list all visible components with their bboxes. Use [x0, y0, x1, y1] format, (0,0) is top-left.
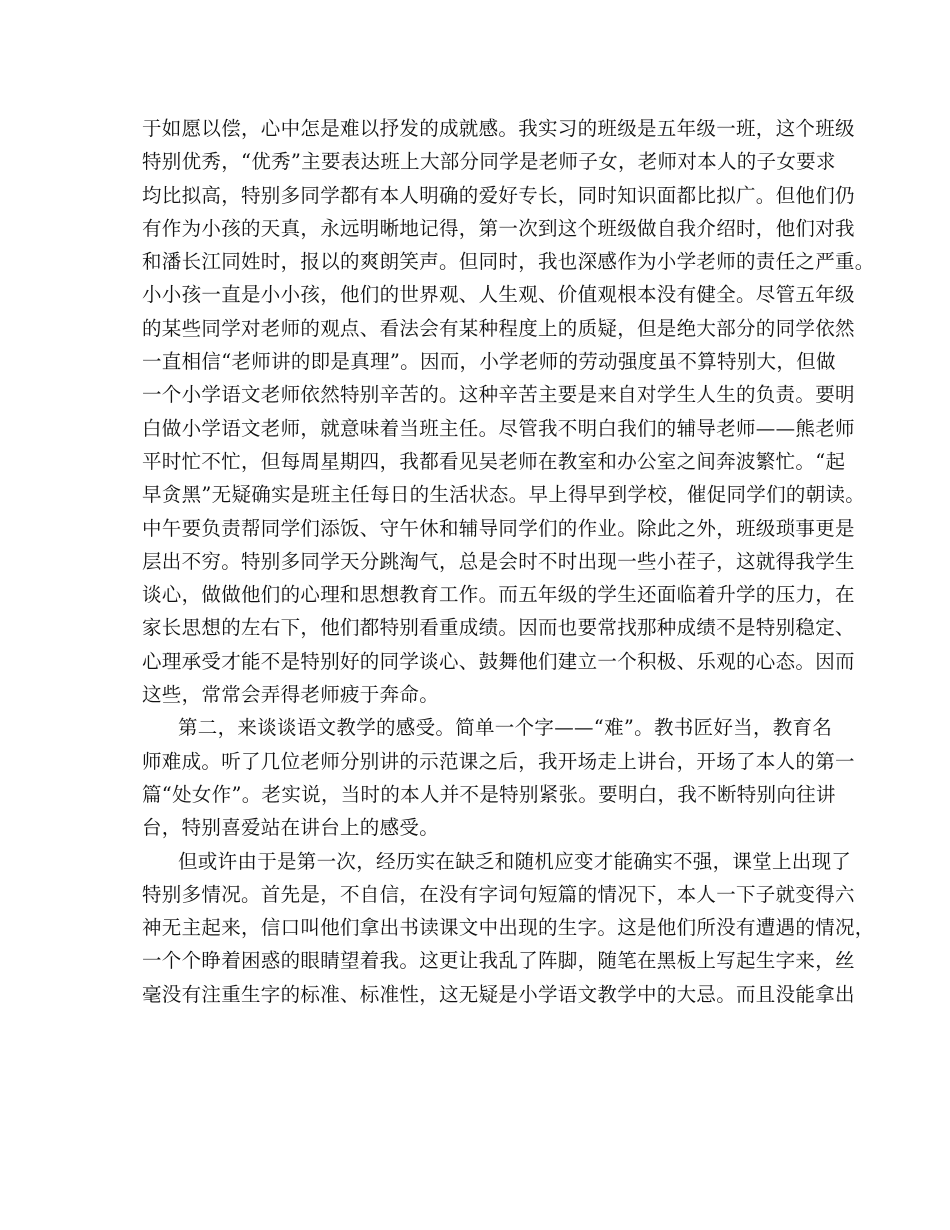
text-line: 心理承受才能不是特别好的同学谈心、鼓舞他们建立一个积极、乐观的心态。因而: [142, 649, 855, 673]
text-line: 小小孩一直是小小孩，他们的世界观、人生观、价值观根本没有健全。尽管五年级: [142, 283, 855, 307]
text-line: 谈心，做做他们的心理和思想教育工作。而五年级的学生还面临着升学的压力，在: [142, 583, 855, 607]
text-line: 师难成。听了几位老师分别讲的示范课之后，我开场走上讲台，开场了本人的第一: [142, 749, 855, 773]
text-line: 早贪黑”无疑确实是班主任每日的生活状态。早上得早到学校，催促同学们的朝读。: [142, 483, 866, 507]
text-line: 毫没有注重生字的标准、标准性，这无疑是小学语文教学中的大忌。而且没能拿出: [142, 982, 855, 1006]
document-body: [142, 112, 875, 1011]
text-line: 特别优秀，“优秀”主要表达班上大部分同学是老师子女，老师对本人的子女要求: [142, 150, 836, 174]
text-line: 的某些同学对老师的观点、看法会有某种程度上的质疑，但是绝大部分的同学依然: [142, 316, 855, 340]
text-line: 一直相信“老师讲的即是真理”。因而，小学老师的劳动强度虽不算特别大，但做: [142, 350, 836, 374]
text-line: 这些，常常会弄得老师疲于奔命。: [142, 683, 440, 707]
text-line: 白做小学语文老师，就意味着当班主任。尽管我不明白我们的辅导老师——熊老师: [142, 416, 855, 440]
text-line: 层出不穷。特别多同学天分跳淘气，总是会时不时出现一些小茬子，这就得我学生: [142, 549, 855, 573]
text-line: 篇“处女作”。老实说，当时的本人并不是特别紧张。要明白，我不断特别向往讲: [142, 782, 836, 806]
text-line: 于如愿以偿，心中怎是难以抒发的成就感。我实习的班级是五年级一班，这个班级: [142, 117, 855, 140]
paragraph-first-line: 但或许由于是第一次，经历实在缺乏和随机应变才能确实不强，课堂上出现了: [178, 849, 852, 873]
text-line: 和潘长江同姓时，报以的爽朗笑声。但同时，我也深感作为小学老师的责任之严重。: [142, 250, 875, 274]
text-line: 均比拟高，特别多同学都有本人明确的爱好专长，同时知识面都比拟广。但他们仍: [142, 183, 855, 207]
text-line: 平时忙不忙，但每周星期四，我都看见吴老师在教室和办公室之间奔波繁忙。“起: [142, 449, 846, 473]
text-line: 一个个睁着困惑的眼睛望着我。这更让我乱了阵脚，随笔在黑板上写起生字来，丝: [142, 949, 855, 973]
paragraph-first-line: 第二，来谈谈语文教学的感受。简单一个字——“难”。教书匠好当，教育名: [178, 716, 833, 740]
text-line: 特别多情况。首先是，不自信，在没有字词句短篇的情况下，本人一下子就变得六: [142, 882, 855, 906]
text-line: 台，特别喜爱站在讲台上的感受。: [142, 816, 440, 840]
text-line: 神无主起来，信口叫他们拿出书读课文中出现的生字。这是他们所没有遭遇的情况，: [142, 916, 875, 940]
text-line: 一个小学语文老师依然特别辛苦的。这种辛苦主要是来自对学生人生的负责。要明: [142, 383, 855, 407]
text-line: 有作为小孩的天真，永远明晰地记得，第一次到这个班级做自我介绍时，他们对我: [142, 216, 855, 240]
text-line: 中午要负责帮同学们添饭、守午休和辅导同学们的作业。除此之外，班级琐事更是: [142, 516, 855, 540]
text-line: 家长思想的左右下，他们都特别看重成绩。因而也要常找那种成绩不是特别稳定、: [142, 616, 855, 640]
